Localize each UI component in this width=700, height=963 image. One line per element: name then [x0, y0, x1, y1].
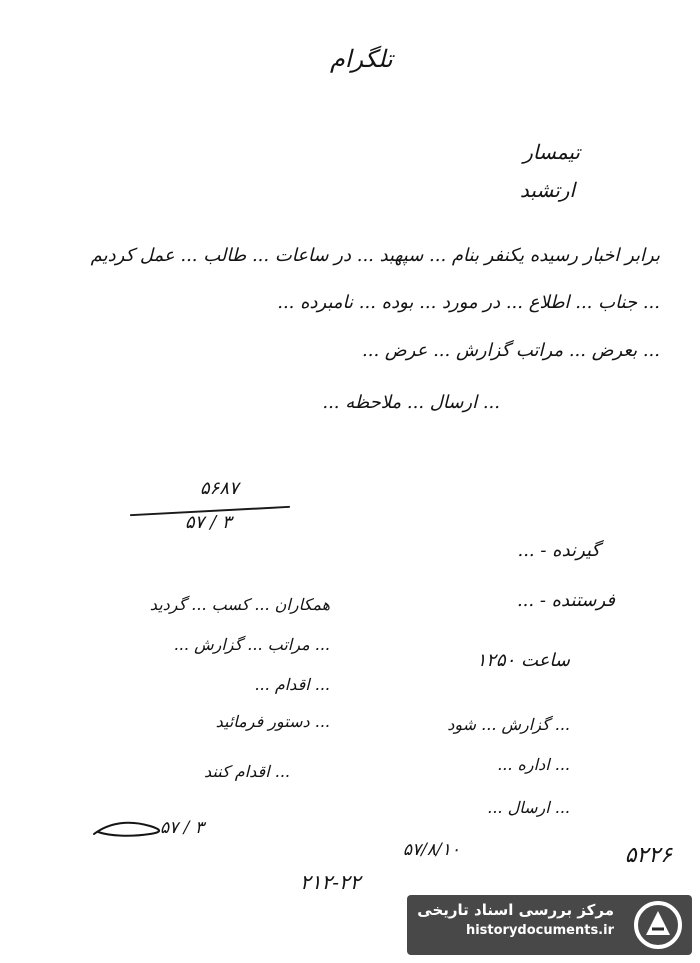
left-note-line: همکاران ... کسب ... گردید — [149, 595, 330, 614]
sender-label: فرستنده - ... — [516, 590, 615, 611]
right-note-line: ... اداره ... — [497, 755, 570, 774]
receiver-label: گیرنده - ... — [517, 540, 600, 561]
left-note-date: ۳ / ۵۷ — [160, 818, 204, 838]
left-note-line: ... دستور فرمائید — [215, 712, 330, 731]
watermark — [407, 895, 692, 955]
right-note-line: ... گزارش ... شود — [447, 715, 570, 734]
right-note-line: ... ارسال ... — [487, 798, 570, 817]
watermark-name: مرکز بررسی اسناد تاریخی — [417, 901, 614, 919]
body-line: ... جناب ... اطلاع ... در مورد ... بوده ... نامبرده ... — [277, 292, 660, 313]
greeting: ارتشبد — [519, 178, 575, 202]
time-label: ساعت ۱۲۵۰ — [476, 650, 570, 671]
body-line: ... بعرض ... مراتب گزارش ... عرض ... — [362, 340, 660, 361]
signature-icon — [90, 812, 170, 842]
watermark-url: historydocuments.ir — [465, 923, 614, 938]
body-line: برابر اخبار رسیده یکنفر بنام ... سپهبد ... در ساعات ... طالب ... عمل کردیم — [90, 245, 660, 266]
bottom-code: ۲۱۲-۲۲ — [300, 870, 361, 894]
salutation: تیمسار — [523, 140, 580, 164]
document-number: ۵۲۲۶ — [624, 843, 672, 868]
left-note-line: ... مراتب ... گزارش ... — [173, 635, 330, 654]
watermark-text — [414, 901, 614, 938]
left-note-line: ... اقدام ... — [254, 675, 330, 694]
left-note-line: ... اقدام کنند — [204, 762, 290, 781]
reference-date: ۳ / ۵۷ — [185, 512, 232, 533]
reference-number: ۵۶۸۷ — [200, 478, 239, 499]
body-line: ... ارسال ... ملاحظه ... — [322, 392, 500, 413]
right-note-date: ۵۷/۸/۱۰ — [402, 840, 460, 860]
document-center-logo-icon — [630, 899, 686, 951]
document-title: تلگرام — [330, 45, 393, 73]
